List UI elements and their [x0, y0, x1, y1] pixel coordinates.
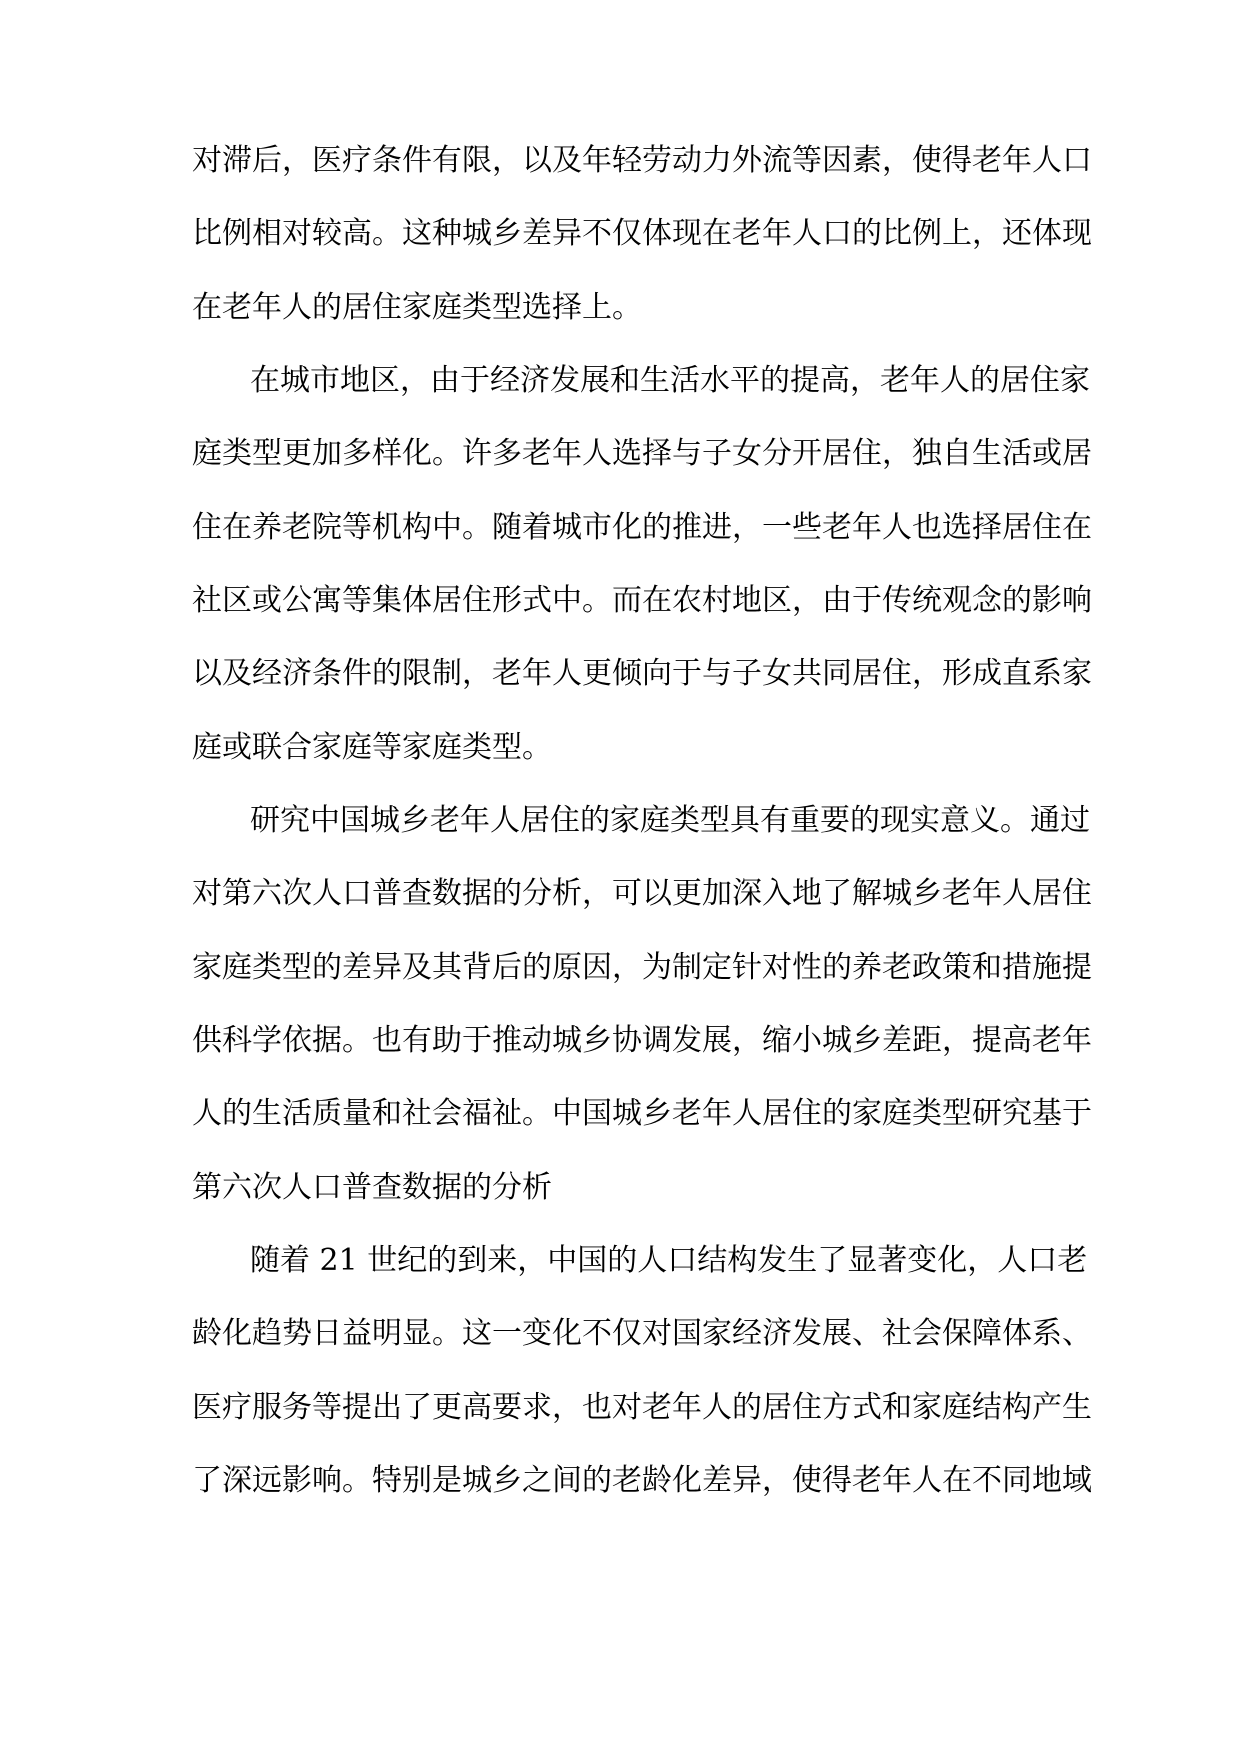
- body-text-line: 在老年人的居住家庭类型选择上。: [192, 290, 642, 325]
- paragraph-first-line: 在城市地区，由于经济发展和生活水平的提高，老年人的居住家: [250, 363, 1090, 398]
- body-text-line: 第六次人口普查数据的分析: [192, 1170, 552, 1205]
- body-text-line: 以及经济条件的限制，老年人更倾向于与子女共同居住，形成直系家: [192, 656, 1092, 691]
- body-text-line: 龄化趋势日益明显。这一变化不仅对国家经济发展、社会保障体系、: [192, 1316, 1092, 1351]
- paragraph-first-line: 随着 21 世纪的到来，中国的人口结构发生了显著变化，人口老: [250, 1243, 1088, 1278]
- body-text-line: 医疗服务等提出了更高要求，也对老年人的居住方式和家庭结构产生: [192, 1390, 1092, 1425]
- paragraph-first-line: 研究中国城乡老年人居住的家庭类型具有重要的现实意义。通过: [250, 803, 1090, 838]
- body-text-line: 对第六次人口普查数据的分析，可以更加深入地了解城乡老年人居住: [192, 876, 1092, 911]
- body-text-line: 社区或公寓等集体居住形式中。而在农村地区，由于传统观念的影响: [192, 583, 1092, 618]
- body-text-line: 比例相对较高。这种城乡差异不仅体现在老年人口的比例上，还体现: [192, 216, 1092, 251]
- body-text-line: 人的生活质量和社会福祉。中国城乡老年人居住的家庭类型研究基于: [192, 1096, 1092, 1131]
- body-text-line: 对滞后，医疗条件有限，以及年轻劳动力外流等因素，使得老年人口: [192, 143, 1092, 178]
- body-text-line: 庭或联合家庭等家庭类型。: [192, 730, 552, 765]
- body-text-line: 了深远影响。特别是城乡之间的老龄化差异，使得老年人在不同地域: [192, 1463, 1092, 1498]
- body-text-line: 家庭类型的差异及其背后的原因，为制定针对性的养老政策和措施提: [192, 950, 1092, 985]
- body-text-line: 住在养老院等机构中。随着城市化的推进，一些老年人也选择居住在: [192, 510, 1092, 545]
- body-text-line: 庭类型更加多样化。许多老年人选择与子女分开居住，独自生活或居: [192, 436, 1092, 471]
- body-text-line: 供科学依据。也有助于推动城乡协调发展，缩小城乡差距，提高老年: [192, 1023, 1092, 1058]
